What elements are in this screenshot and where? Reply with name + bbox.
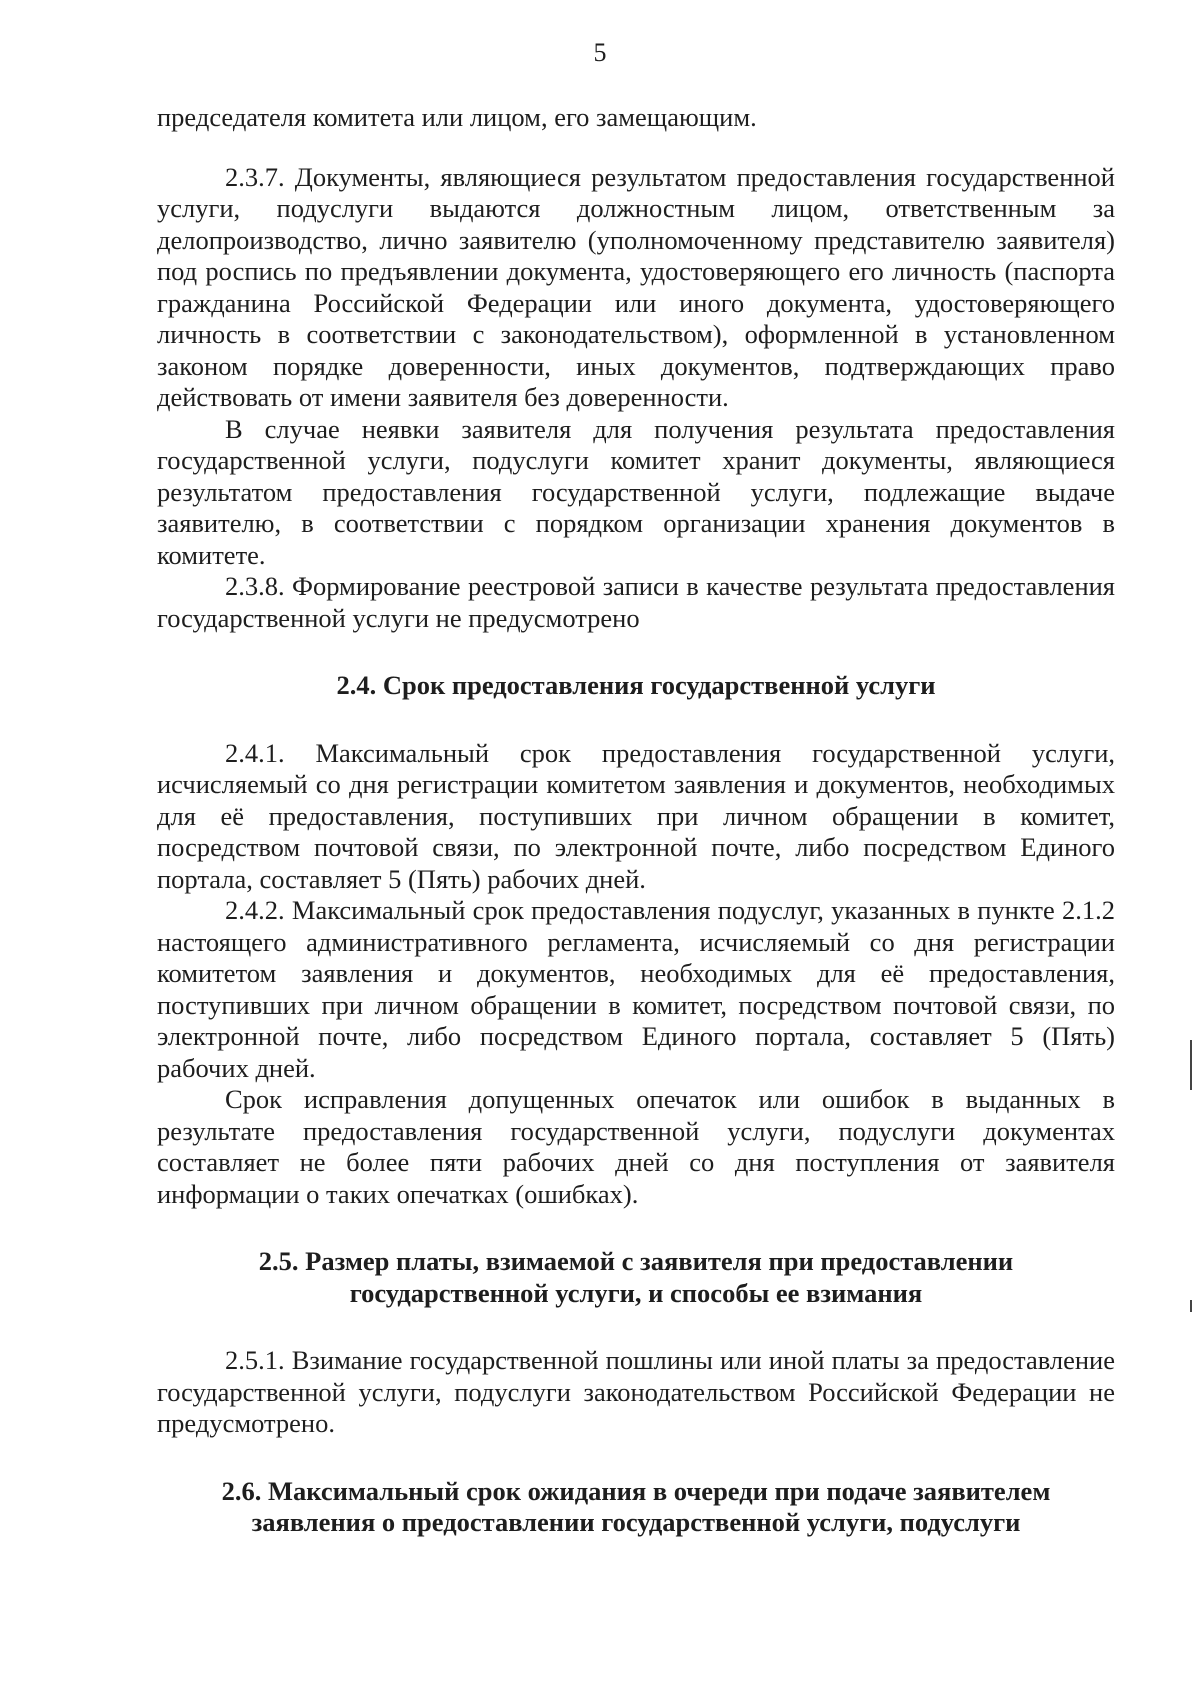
heading-2-6-line-2: заявления о предоставлении государственной услуги, подуслуги — [251, 1507, 1021, 1537]
page-number: 5 — [593, 38, 607, 67]
paragraph-2-4-2: 2.4.2. Максимальный срок предоставления подуслуг, указанных в пункте 2.1.2 настоящего административного регламента, исчисляемый со дня регистрации комитетом заявления и документов, необходимых для её предоставления, поступивших при личном обращении в комитет, посредством почтовой связи, по электронной почте, либо посредством Единого портала, составляет 5 (Пять) рабочих дней. — [157, 895, 1115, 1083]
heading-2-4: 2.4. Срок предоставления государственной услуги — [336, 670, 936, 700]
heading-2-5-line-2: государственной услуги, и способы ее взимания — [349, 1277, 923, 1308]
document-body — [157, 102, 1115, 1539]
paragraph-2-4-1: 2.4.1. Максимальный срок предоставления государственной услуги, исчисляемый со дня регистрации комитетом заявления и документов, необходимых для её предоставления, поступивших при личном обращении в комитет, посредством почтовой связи, по электронной почте, либо посредством Единого портала, составляет 5 (Пять) рабочих дней. — [157, 737, 1115, 894]
paragraph-intro: председателя комитета или лицом, его замещающим. — [157, 102, 757, 132]
paragraph-corrections: Срок исправления допущенных опечаток или ошибок в выданных в результате предоставления государственной услуги, подуслуги документах составляет не более пяти рабочих дней со дня поступления от заявителя информации о таких опечатках (ошибках). — [157, 1084, 1115, 1209]
heading-2-5 — [157, 1246, 1115, 1309]
paragraph-2-3-7: 2.3.7. Документы, являющиеся результатом предоставления государственной услуги, подуслуги выдаются должностным лицом, ответственным за делопроизводство, лично заявителю (уполномоченному представителю заявителя) под роспись по предъявлении документа, удостоверяющего его личность (паспорта гражданина Российской Федерации или иного документа, удостоверяющего личность в соответствии с законодательством), оформленной в установленном законом порядке доверенности, иных документов, подтверждающих право действовать от имени заявителя без доверенности. — [157, 161, 1115, 412]
heading-2-6-line-1: 2.6. Максимальный срок ожидания в очереди при подаче заявителем — [221, 1475, 1051, 1506]
scan-margin-mark — [1190, 1040, 1192, 1090]
scan-margin-mark-small — [1190, 1300, 1192, 1312]
paragraph-2-5-1: 2.5.1. Взимание государственной пошлины или иной платы за предоставление государственной услуги, подуслуги законодательством Российской Федерации не предусмотрено. — [157, 1345, 1115, 1438]
heading-2-5-line-1: 2.5. Размер платы, взимаемой с заявителя при предоставлении — [258, 1246, 1014, 1276]
heading-2-6 — [157, 1476, 1115, 1539]
paragraph-absence: В случае неявки заявителя для получения результата предоставления государственной услуги, подуслуги комитет хранит документы, являющиеся результатом предоставления государственной услуги, подлежащие выдаче заявителю, в соответствии с порядком организации хранения документов в комитете. — [157, 413, 1115, 570]
paragraph-2-3-8: 2.3.8. Формирование реестровой записи в качестве результата предоставления государственной услуги не предусмотрено — [157, 571, 1115, 633]
